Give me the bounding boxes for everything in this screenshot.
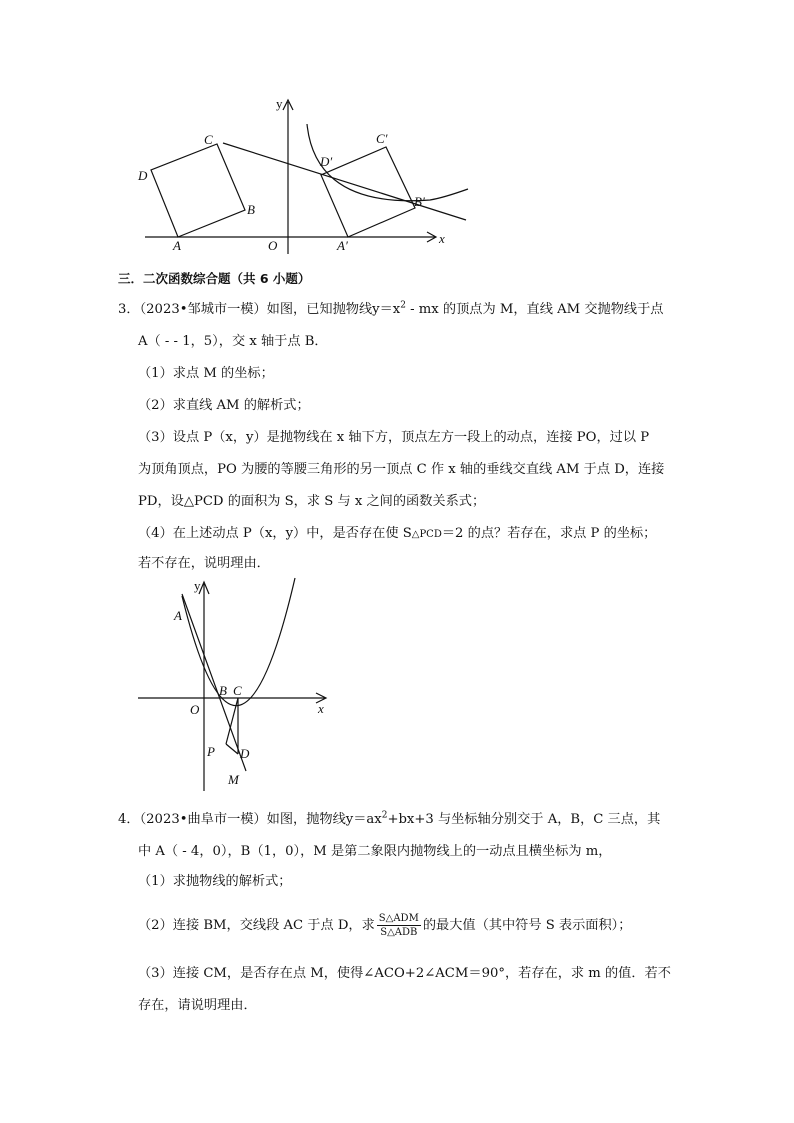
q3-line2: A（ - - 1，5），交 x 轴于点 B． [138,334,328,349]
q3-line1-tail: - mx 的顶点为 M，直线 AM 交抛物线于点 [405,302,664,317]
line-cb-prime [223,143,466,220]
q4-part1: （1）求抛物线的解析式； [138,874,292,889]
section-title: 三．二次函数综合题（共 6 小题） [118,271,311,286]
q3-part4-a-tail: ＝2 的点？若存在，求点 P 的坐标； [441,526,657,541]
q4-part3-b: 存在，请说明理由． [138,998,257,1013]
fig1-label-a-prime: A′ [337,238,348,253]
fig2-label-b: B [219,683,227,698]
q4-line1-sup: 2 [381,810,388,821]
q4-part2 [138,912,631,939]
q3-line1-text: 3．（2023•邹城市一模）如图，已知抛物线y＝x [118,302,401,317]
fig2-label-d: D [240,746,250,761]
q3-part4-a [138,524,656,545]
fig1-label-b-prime: B′ [414,194,425,209]
fig1-label-a: A [173,238,181,253]
figure-2-parabola [130,576,340,798]
q4-line1-text: 4．（2023•曲阜市一模）如图，抛物线y＝ax [118,812,382,827]
square-a-prime [321,147,415,237]
fig2-label-x: x [318,701,324,716]
q3-line1 [118,300,663,320]
figure-1-squares [130,92,470,254]
fig1-label-c-prime: C′ [376,131,388,146]
fig1-label-d: D [138,168,148,183]
fig1-label-y: y [276,96,283,111]
fig2-label-c: C [233,683,242,698]
q3-part3-a: （3）设点 P（x，y）是抛物线在 x 轴下方，顶点左方一段上的动点，连接 PO，过以 P [138,430,650,445]
fig2-label-y: y [194,578,201,593]
q4-area-ratio [377,912,421,939]
fig2-label-m: M [228,772,239,787]
fig1-label-c: C [204,132,213,147]
q4-line1 [118,810,660,830]
q4-line1-tail: +bx+3 与坐标轴分别交于 A，B，C 三点，其 [387,812,661,827]
q3-part3-b: 为顶角顶点，PO 为腰的等腰三角形的另一顶点 C 作 x 轴的垂线交直线 AM 于点 D，连接 [138,462,665,477]
square-abcd [151,144,245,237]
q4-line2: 中 A（ - 4，0），B（1，0），M 是第二象限内抛物线上的一动点且横坐标为 m， [138,844,612,859]
q3-part4-b: 若不存在，说明理由． [138,556,270,571]
fig1-label-x: x [439,231,445,246]
q3-part4-a-sub: △PCD [411,529,442,540]
fig2-label-a: A [174,608,182,623]
q3-part4-a-text: （4）在上述动点 P（x，y）中，是否存在使 S [138,526,412,541]
q3-line1-sup: 2 [400,300,406,311]
q4-ratio-numerator: S△ADM [378,913,419,924]
q4-ratio-denominator: S△ADB [380,927,418,938]
fig1-label-b: B [247,202,255,217]
q4-part3-a: （3）连接 CM，是否存在点 M，使得∠ACO+2∠ACM＝90°，若存在，求 m 的值．若不 [138,966,671,981]
fig2-label-p: P [207,744,215,759]
fig1-label-o: O [268,238,278,253]
fig1-label-d-prime: D′ [320,154,333,169]
q3-part1: （1）求点 M 的坐标； [138,366,274,381]
q3-part3-c: PD，设△PCD 的面积为 S，求 S 与 x 之间的函数关系式； [138,494,486,509]
fig2-label-o: O [190,702,200,717]
q4-part2-tail: 的最大值（其中符号 S 表示面积）； [422,918,632,933]
q4-part2-head: （2）连接 BM，交线段 AC 于点 D，求 [138,918,375,933]
q3-part2: （2）求直线 AM 的解析式； [138,398,310,413]
